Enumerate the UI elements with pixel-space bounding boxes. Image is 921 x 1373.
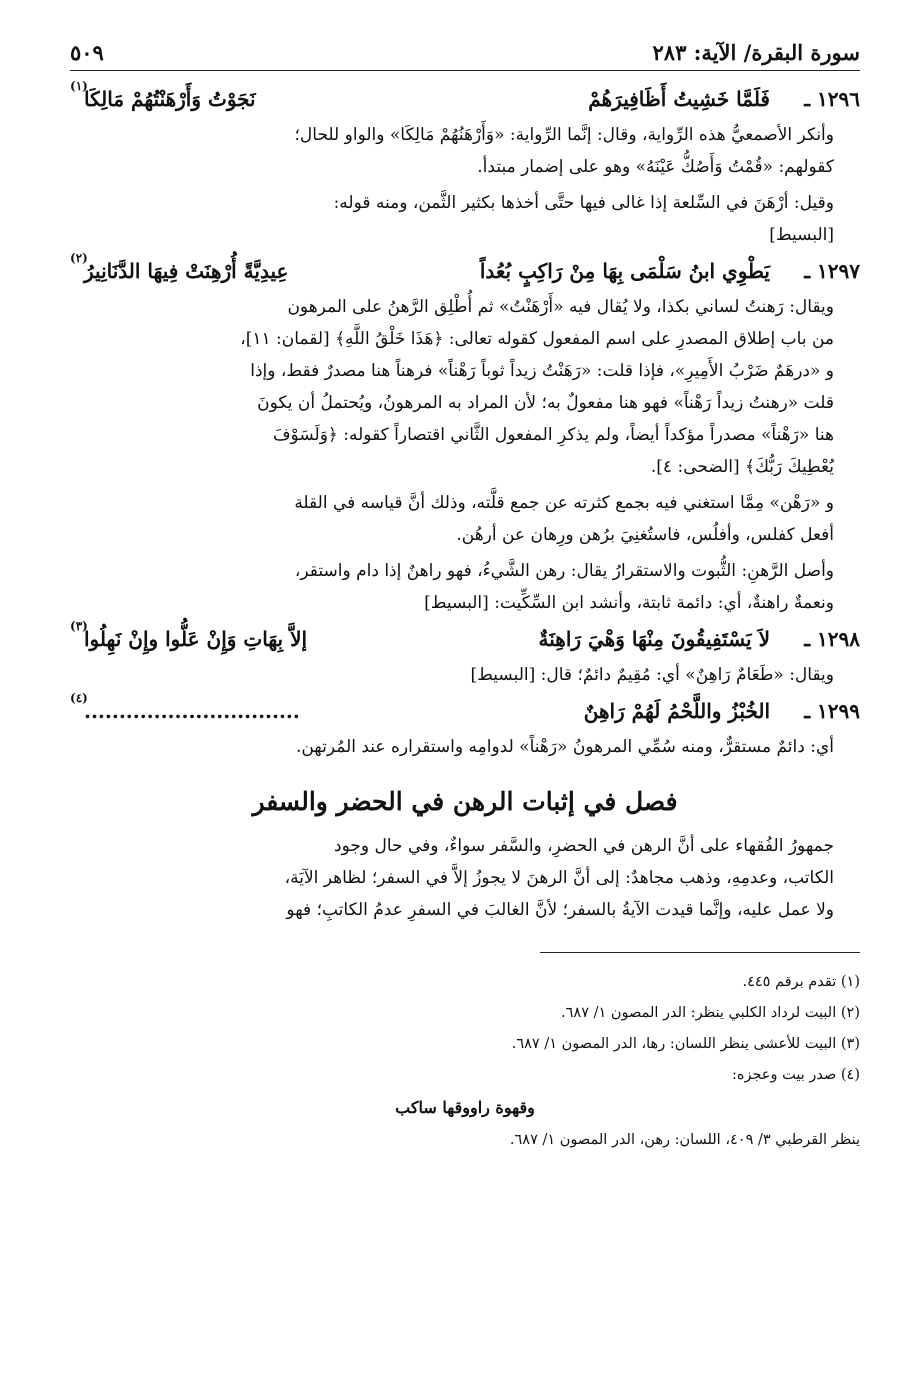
text-span: ونعمةٌ راهنةٌ، أي: دائمة ثابتة، وأنشد ابن السِّكِّيت: bbox=[494, 593, 834, 613]
verse-1298 bbox=[70, 619, 860, 659]
paragraph bbox=[70, 659, 860, 691]
verse-second-hemistich: نَجَوْتُ وَأَرْهَنْتُهُمْ مَالِكَا bbox=[84, 87, 256, 111]
text-line: وقيل: أرْهَنَ في السِّلعة إذا غالى فيها حتَّى أخذها بكثير الثَّمن، ومنه قوله: bbox=[333, 193, 834, 213]
verse-number: ١٢٩٦ ـ bbox=[804, 87, 860, 111]
verse-first-hemistich: يَطْوِي ابنُ سَلْمَى بِهَا مِنْ رَاكِبٍ بُعُداً bbox=[479, 259, 770, 283]
text-line: أفعل كفلس، وأفلُس، فاستُغنِيَ برُهن ورِهان عن أرهُن. bbox=[456, 525, 834, 545]
verse-second-hemistich: عِيدِيَّةً أُرْهِنَتْ فِيهَا الدَّنَانِيرُ bbox=[84, 259, 289, 283]
page-number: ٥٠٩ bbox=[70, 40, 104, 65]
text-line: من باب إطلاق المصدرِ على اسم المفعول كقوله تعالى: ﴿هَذَا خَلْقُ اللَّهِ﴾ [لقمان: ١١]، bbox=[240, 329, 834, 349]
meter-label: [البسيط] bbox=[769, 225, 834, 245]
text-line: و «رَهْن» مِمَّا استغني فيه بجمع كثرته عن جمع قلَّته، وذلك أنَّ قياسه في القلة bbox=[294, 493, 834, 513]
verse-number: ١٢٩٧ ـ bbox=[804, 259, 860, 283]
paragraph bbox=[70, 119, 860, 183]
text-line: ويقال: رَهنتُ لساني بكذا، ولا يُقال فيه «أَرْهَنْتُ» ثم أُطْلِق الرَّهنُ على المرهون bbox=[287, 297, 834, 317]
text-line: جمهورُ الفُقهاء على أنَّ الرهن في الحضرِ، والسَّفر سواءٌ، وفي حال وجود bbox=[334, 836, 834, 856]
footnote-marker: (٢) bbox=[70, 251, 88, 265]
paragraph bbox=[70, 487, 860, 551]
text-line: أي: دائمٌ مستقرٌّ، ومنه سُمِّي المرهونُ «رَهْناً» لدوامِه واستقراره عند المُرتهن. bbox=[295, 737, 834, 757]
text-line: كقولهم: «قُمْتُ وَأَصُكُّ عَيْنَهُ» وهو على إضمار مبتدأ. bbox=[477, 157, 834, 177]
paragraph bbox=[70, 291, 860, 483]
text-span: ويقال: «طَعَامٌ رَاهِنٌ» أي: مُقِيمٌ دائمٌ؛ قال: bbox=[540, 665, 834, 685]
text-line: يُعْطِيكَ رَبُّكَ﴾ [الضحى: ٤]. bbox=[650, 457, 834, 477]
page bbox=[70, 30, 860, 1156]
text-line: ولا عمل عليه، وإنَّما قيدت الآيةُ بالسفر؛ لأنَّ الغالبَ في السفرِ عدمُ الكاتبِ؛ فهو bbox=[286, 900, 834, 920]
footnote-1: (١) تقدم برقم ٤٤٥. bbox=[742, 974, 860, 990]
footnote-hemistich: وقهوة راووقها ساكب bbox=[395, 1098, 535, 1117]
verse-number: ١٢٩٩ ـ bbox=[804, 699, 860, 723]
footnote-marker: (٣) bbox=[70, 619, 88, 633]
verse-number: ١٢٩٨ ـ bbox=[804, 627, 860, 651]
footnote-reference: ينظر القرطبي ٣/ ٤٠٩، اللسان: رهن، الدر المصون ١/ ٦٨٧. bbox=[509, 1132, 860, 1148]
text-line: وأصل الرَّهنِ: الثُّبوت والاستقرارُ يقال: رهن الشَّيءُ، فهو راهنٌ إذا دام واستقر، bbox=[294, 561, 834, 581]
verse-1296 bbox=[70, 79, 860, 119]
paragraph bbox=[70, 830, 860, 926]
text-line bbox=[70, 587, 860, 619]
footnote-separator bbox=[540, 952, 860, 953]
text-line bbox=[70, 659, 860, 691]
verse-1299 bbox=[70, 691, 860, 731]
verse-1297 bbox=[70, 251, 860, 291]
text-line: و «درهَمٌ ضَرْبُ الأَمِيرِ»، فإذا قلت: «رَهَنْتُ زيداً ثوباً رَهْناً» فرهناً هنا مصدرٌ فقط، وإذا bbox=[250, 361, 834, 381]
paragraph bbox=[70, 555, 860, 619]
footnote-2: (٢) البيت لرداد الكلبي ينظر: الدر المصون ١/ ٦٨٧. bbox=[561, 1005, 860, 1021]
text-line: الكاتب، وعدمِهِ، وذهب مجاهدٌ: إلى أنَّ الرهنَ لا يجوزُ إلاَّ في السفر؛ لظاهر الآيَة، bbox=[284, 868, 834, 888]
footnote-3: (٣) البيت للأعشى ينظر اللسان: رها، الدر المصون ١/ ٦٨٧. bbox=[511, 1036, 860, 1052]
paragraph bbox=[70, 731, 860, 763]
text-line: هنا «رَهْناً» مصدراً مؤكداً أيضاً، ولم يذكرِ المفعول الثَّاني اقتصاراً كقوله: ﴿وَلَسَوْفَ bbox=[272, 425, 834, 445]
meter-label: [البسيط] bbox=[470, 665, 536, 685]
footnote-marker: (٤) bbox=[70, 691, 88, 705]
footnote-4: (٤) صدر بيت وعجزه: bbox=[731, 1067, 860, 1083]
footnotes bbox=[70, 967, 860, 1156]
verse-first-hemistich: فَلَمَّا خَشِيتُ أَظَافِيرَهُمْ bbox=[588, 87, 770, 111]
text-line: وأنكر الأصمعيُّ هذه الرِّواية، وقال: إنَّما الرِّواية: «وَأَرْهَنُهُمْ مَالِكَا» والواو للحال؛ bbox=[294, 125, 834, 145]
verse-second-hemistich: إلاَّ بِهَاتِ وَإِنْ عَلُّوا وإِنْ نَهِلُوا bbox=[84, 627, 308, 651]
paragraph bbox=[70, 187, 860, 251]
header-title: سورة البقرة/ الآية: ٢٨٣ bbox=[652, 40, 860, 65]
running-header bbox=[70, 30, 860, 71]
verse-first-hemistich: لاَ يَسْتَفِيقُونَ مِنْهَا وَهْيَ رَاهِنَةٌ bbox=[538, 627, 770, 651]
verse-second-hemistich: ............................... bbox=[84, 699, 300, 723]
meter-label: [البسيط] bbox=[424, 593, 489, 613]
text-line: قلت «رهنتُ زيداً رَهْناً» فهو هنا مفعولٌ به؛ لأن المراد به المرهونُ، ويُحتملُ أن يكونَ bbox=[257, 393, 834, 413]
section-heading: فصل في إثبات الرهن في الحضر والسفر bbox=[252, 787, 678, 816]
verse-first-hemistich: الخُبْزُ واللَّحْمُ لَهُمْ رَاهِنٌ bbox=[583, 699, 770, 723]
footnote-marker: (١) bbox=[70, 79, 88, 93]
